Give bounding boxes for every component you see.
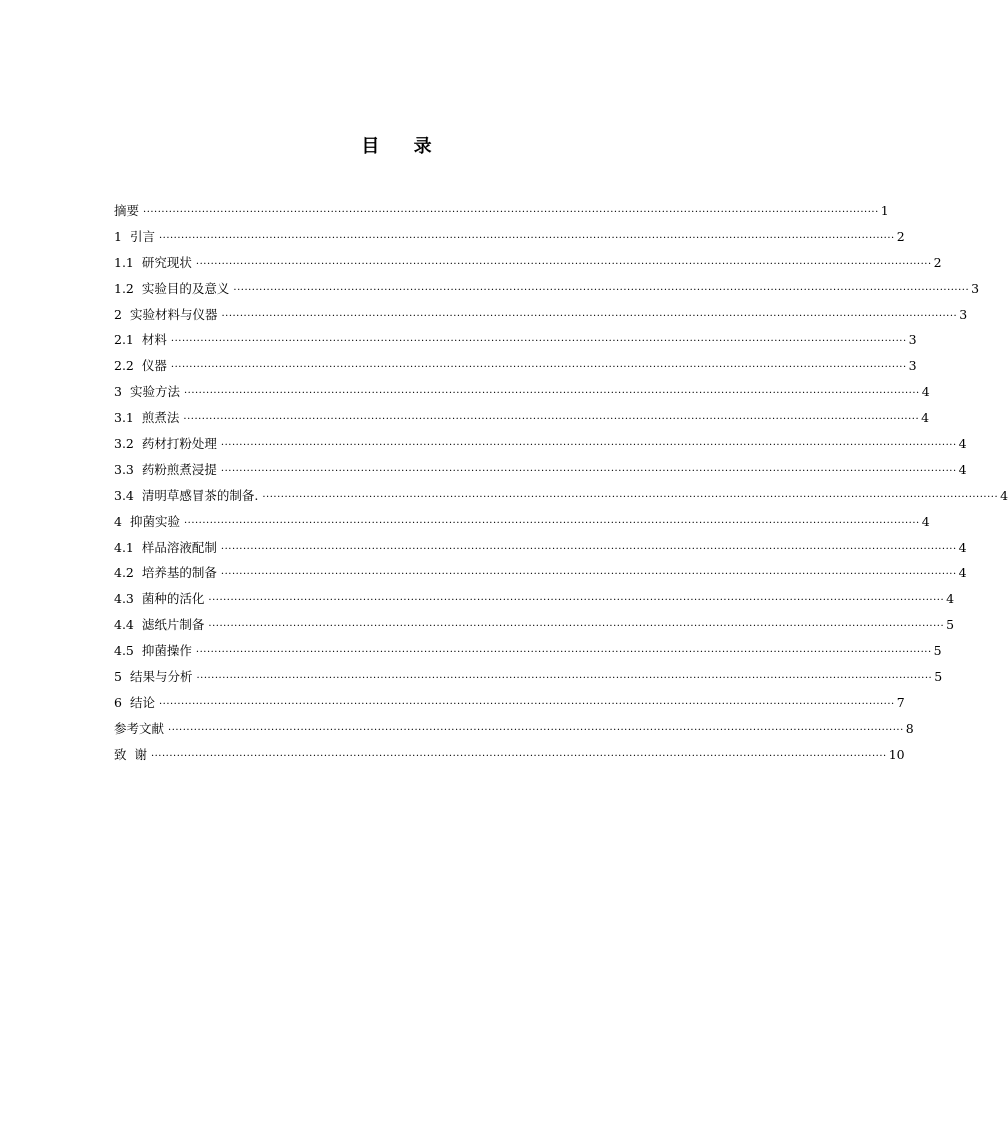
toc-entry-number: 2.1: [114, 332, 134, 348]
toc-entry-label: 抑菌操作: [141, 643, 192, 659]
toc-entry-page-number: 2: [896, 228, 905, 244]
dot-leader: ········································································································································································································: [220, 543, 957, 555]
toc-entry-number: 3.4: [114, 487, 134, 503]
toc-entry-number: 5: [114, 669, 122, 685]
toc-entry[interactable]: [114, 616, 955, 642]
toc-entry-page-number: 10: [888, 746, 905, 762]
toc-entry-number: 1.1: [114, 254, 134, 270]
toc-entry-page-number: 4: [1000, 487, 1008, 503]
toc-entry-label: 结论: [129, 694, 155, 710]
toc-entry[interactable]: [114, 539, 967, 565]
toc-entry-number: 6: [114, 694, 122, 710]
dot-leader: ········································································································································································································: [195, 258, 932, 270]
dot-leader: ········································································································································································································: [183, 517, 920, 529]
toc-entry-number: 3: [114, 384, 122, 400]
toc-entry-page-number: 3: [971, 280, 980, 296]
toc-entry[interactable]: [114, 461, 967, 487]
dot-leader: ········································································································································································································: [158, 232, 895, 244]
toc-entry-number: 3.1: [114, 410, 134, 426]
toc-entry-page-number: 3: [908, 358, 917, 374]
toc-entry-number: 4.4: [114, 617, 134, 633]
dot-leader: ········································································································································································································: [150, 750, 887, 762]
toc-entry-label: 抑菌实验: [129, 513, 180, 529]
toc-entry[interactable]: [114, 564, 967, 590]
toc-entry[interactable]: [114, 487, 1008, 513]
toc-entry-label: 药粉煎煮浸提: [141, 461, 217, 477]
toc-entry-page-number: 4: [958, 539, 967, 555]
toc-entry-page-number: 7: [896, 694, 905, 710]
toc-entry-page-number: 4: [946, 591, 955, 607]
toc-entry-label: 摘要: [114, 203, 140, 218]
toc-entry-label: 药材打粉处理: [141, 436, 217, 452]
dot-leader: ········································································································································································································: [158, 698, 895, 710]
dot-leader: ········································································································································································································: [220, 465, 957, 477]
toc-entry-number: 3.3: [114, 461, 134, 477]
toc-entry-label: 样品溶液配制: [141, 539, 217, 555]
toc-entry-number: 1.2: [114, 280, 134, 296]
toc-entry[interactable]: [114, 590, 955, 616]
toc-entry-number: 4.1: [114, 539, 134, 555]
toc-entry-number: 1: [114, 228, 122, 244]
dot-leader: ········································································································································································································: [220, 569, 957, 581]
toc-entry-number: 3.2: [114, 436, 134, 452]
toc-entry-page-number: 2: [933, 254, 942, 270]
toc-entry-page-number: 4: [921, 513, 930, 529]
toc-entry[interactable]: [114, 642, 942, 668]
dot-leader: ········································································································································································································: [168, 724, 904, 736]
toc-entry-label: 材料: [141, 332, 167, 348]
toc-entry[interactable]: [114, 435, 967, 461]
toc-entry-page-number: 4: [921, 384, 930, 400]
toc-entry[interactable]: [114, 720, 914, 746]
toc-entry-page-number: 4: [921, 410, 930, 426]
toc-entry-page-number: 5: [946, 617, 955, 633]
toc-entry-number: 2: [114, 306, 122, 322]
toc-entry-number: 4.5: [114, 643, 134, 659]
toc-entry[interactable]: [114, 668, 943, 694]
dot-leader: ········································································································································································································: [170, 362, 907, 374]
toc-entry-page-number: 3: [959, 306, 968, 322]
dot-leader: ········································································································································································································: [208, 621, 945, 633]
toc-entry[interactable]: [114, 746, 905, 772]
toc-entry-page-number: 4: [958, 436, 967, 452]
toc-entry-label: 参考文献: [114, 720, 165, 736]
toc-entry-label: 结果与分析: [129, 669, 193, 685]
dot-leader: ········································································································································································································: [170, 336, 907, 348]
page-title: 目 录: [361, 136, 446, 157]
toc-entry-label: 菌种的活化: [141, 591, 205, 607]
toc-entry-label: 清明草感冒茶的制备.: [141, 487, 259, 503]
toc-entry[interactable]: [114, 331, 917, 357]
toc-entry-label: 滤纸片制备: [141, 617, 205, 633]
toc-entry-label: 仪器: [141, 358, 167, 374]
toc-entry-label: 实验目的及意义: [141, 280, 230, 296]
toc-entry[interactable]: [114, 409, 930, 435]
dot-leader: ········································································································································································································: [143, 207, 879, 218]
toc-entry-number: 4.2: [114, 565, 134, 581]
toc-entry-number: 4: [114, 513, 122, 529]
toc-entry[interactable]: [114, 280, 980, 306]
toc-entry-label: 致 谢: [114, 746, 147, 762]
toc-entry-page-number: 8: [905, 720, 914, 736]
table-of-contents: [114, 202, 1008, 772]
toc-entry-number: 4.3: [114, 591, 134, 607]
toc-entry[interactable]: [114, 254, 942, 280]
dot-leader: ········································································································································································································: [183, 414, 920, 426]
toc-entry[interactable]: [114, 306, 968, 332]
dot-leader: ········································································································································································································: [183, 388, 920, 400]
dot-leader: ········································································································································································································: [220, 440, 957, 452]
toc-entry[interactable]: [114, 202, 889, 228]
toc-entry-page-number: 3: [908, 332, 917, 348]
toc-entry-label: 实验方法: [129, 384, 180, 400]
toc-entry-page-number: 5: [933, 643, 942, 659]
dot-leader: ········································································································································································································: [196, 673, 933, 685]
toc-entry[interactable]: [114, 513, 930, 539]
toc-entry[interactable]: [114, 383, 930, 409]
toc-entry-label: 煎煮法: [141, 410, 180, 426]
toc-entry-label: 实验材料与仪器: [129, 306, 218, 322]
dot-leader: ········································································································································································································: [221, 310, 958, 322]
toc-entry-number: 2.2: [114, 358, 134, 374]
dot-leader: ········································································································································································································: [208, 595, 945, 607]
toc-entry-page-number: 1: [880, 203, 889, 218]
toc-entry-label: 引言: [129, 228, 155, 244]
toc-entry[interactable]: [114, 357, 917, 383]
toc-entry[interactable]: [114, 694, 905, 720]
toc-entry-page-number: 4: [958, 461, 967, 477]
toc-entry-page-number: 5: [934, 669, 943, 685]
dot-leader: ········································································································································································································: [195, 647, 932, 659]
toc-entry-label: 研究现状: [141, 254, 192, 270]
toc-entry[interactable]: [114, 228, 905, 254]
dot-leader: ········································································································································································································: [233, 284, 970, 296]
toc-entry-page-number: 4: [958, 565, 967, 581]
toc-entry-label: 培养基的制备: [141, 565, 217, 581]
dot-leader: ········································································································································································································: [262, 491, 999, 503]
